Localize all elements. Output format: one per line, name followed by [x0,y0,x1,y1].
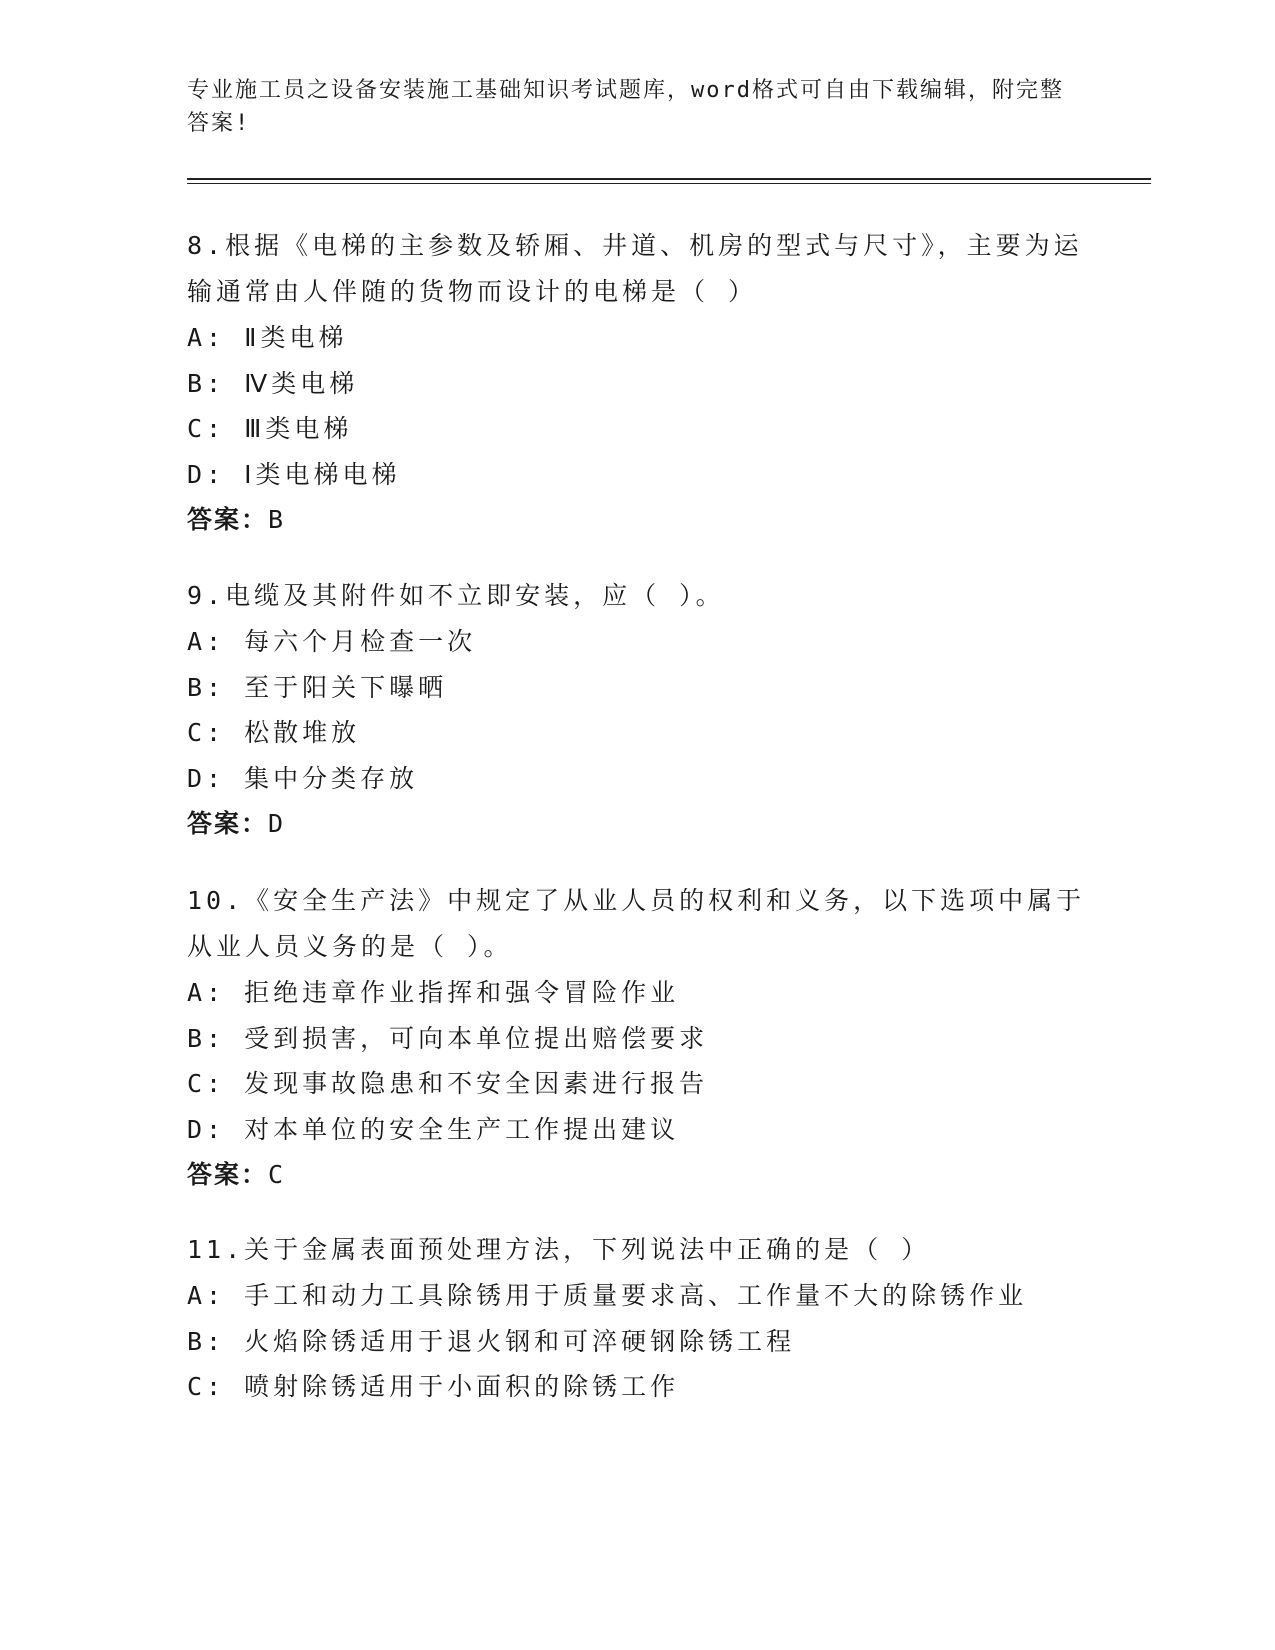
header-divider-thin [187,183,1151,184]
option-b: B: 受到损害，可向本单位提出赔偿要求 [187,1023,709,1053]
answer-line [187,1152,1087,1198]
question-9 [187,573,1087,847]
option-a: A: 手工和动力工具除锈用于质量要求高、工作量不大的除锈作业 [187,1281,1028,1310]
answer-label: 答案： [187,809,269,838]
option-a: A: 拒绝违章作业指挥和强令冒险作业 [187,978,680,1007]
answer-line [187,497,1087,543]
document-header: 专业施工员之设备安装施工基础知识考试题库，word格式可自由下载编辑，附完整答案! [187,78,1064,136]
question-8 [187,223,1087,543]
option-b: B: 火焰除锈适用于退火钢和可淬硬钢除锈工程 [187,1326,796,1356]
question-stem: 9.电缆及其附件如不立即安装，应（ ）。 [187,581,725,610]
answer-label: 答案： [187,505,269,534]
answer-value: D [268,809,286,838]
question-stem: 10.《安全生产法》中规定了从业人员的权利和义务，以下选项中属于从业人员义务的是（ ）。 [187,886,1086,961]
answer-value: C [268,1160,286,1189]
option-c: C: 松散堆放 [187,718,361,747]
option-d: D: 对本单位的安全生产工作提出建议 [187,1114,680,1144]
option-c: C: 喷射除锈适用于小面积的除锈工作 [187,1372,680,1401]
option-a: A: 每六个月检查一次 [187,627,477,656]
question-10 [187,878,1087,1198]
answer-value: B [268,505,286,534]
header-divider-thick [187,178,1151,180]
question-stem: 11.关于金属表面预处理方法，下列说法中正确的是（ ） [187,1235,931,1264]
option-a: A: Ⅱ类电梯 [187,323,348,352]
option-b: B: Ⅳ类电梯 [187,368,359,398]
question-stem: 8.根据《电梯的主参数及轿厢、井道、机房的型式与尺寸》，主要为运输通常由人伴随的货物而设计的电梯是（ ） [187,231,1083,306]
answer-label: 答案： [187,1160,269,1189]
option-c: C: Ⅲ类电梯 [187,414,353,443]
answer-line [187,801,1087,847]
option-c: C: 发现事故隐患和不安全因素进行报告 [187,1069,709,1098]
option-d: D: Ⅰ类电梯电梯 [187,459,401,489]
option-d: D: 集中分类存放 [187,763,419,793]
question-11 [187,1227,1087,1410]
option-b: B: 至于阳关下曝晒 [187,672,448,702]
